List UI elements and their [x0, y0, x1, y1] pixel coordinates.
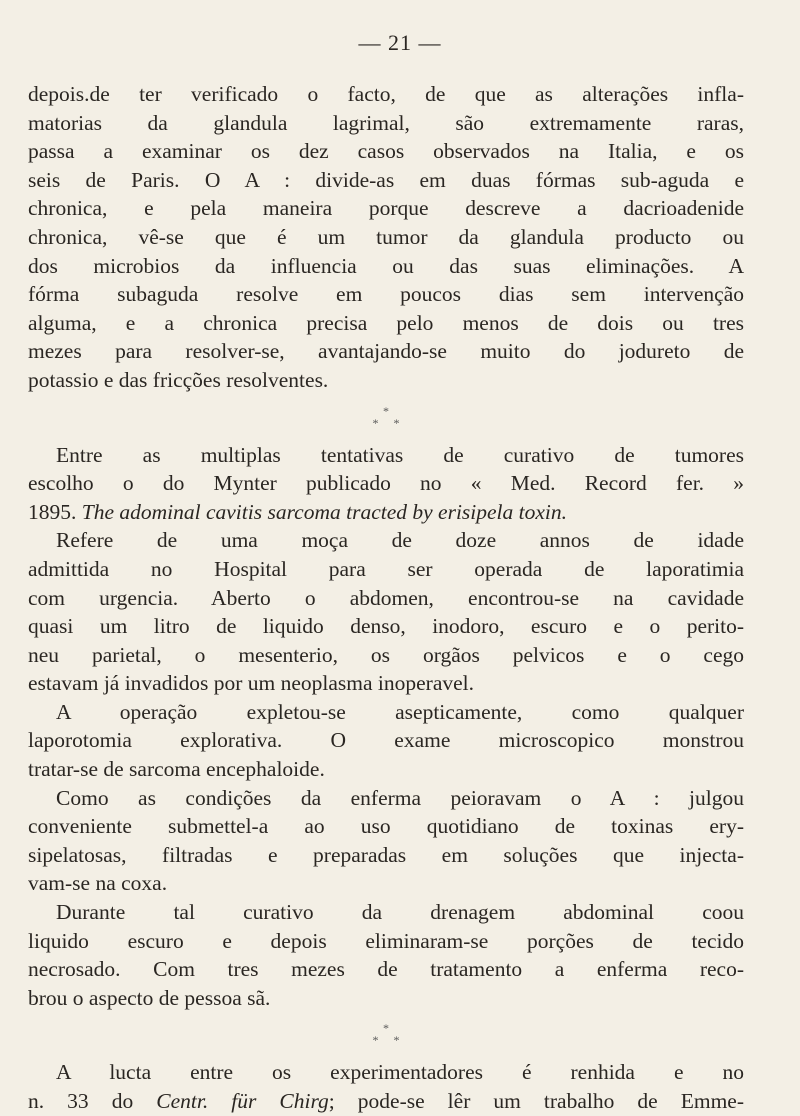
text-line: Durante tal curativo da drenagem abdominal coou — [56, 900, 744, 925]
citation-year: 1895. — [28, 499, 82, 524]
text-line: com urgencia. Aberto o abdomen, encontrou-se na cavidade — [28, 585, 744, 610]
text-line: chronica, vê-se que é um tumor da glandula producto ou — [28, 224, 744, 249]
text-line: Refere de uma moça de doze annos de idade — [56, 528, 744, 553]
citation-line — [28, 498, 744, 527]
text-line: mezes para resolver-se, avantajando-se muito do jodureto de — [28, 339, 744, 364]
page-number: — 21 — — [358, 30, 442, 55]
text-line: tratar-se de sarcoma encephaloide. — [28, 757, 325, 782]
citation-line — [28, 1087, 744, 1116]
text-line: conveniente submettel-a ao uso quotidiano de toxinas ery- — [28, 814, 744, 839]
section-separator — [28, 1022, 744, 1046]
text-line: sipelatosas, filtradas e preparadas em soluções que injecta- — [28, 842, 744, 867]
text-line: fórma subaguda resolve em poucos dias sem intervenção — [28, 282, 744, 307]
text-line: Entre as multiplas tentativas de curativo de tumores — [56, 442, 744, 467]
text-line: neu parietal, o mesenterio, os orgãos pelvicos e o cego — [28, 642, 744, 667]
text-line: vam-se na coxa. — [28, 871, 168, 896]
paragraph-case — [28, 526, 744, 698]
paragraph-mynter — [28, 441, 744, 527]
text-line: quasi um litro de liquido denso, inodoro, escuro e o perito- — [28, 614, 744, 639]
text-line: depois.de ter verificado o facto, de que as alterações infla- — [28, 82, 744, 106]
text-line: estavam já invadidos por um neoplasma inoperavel. — [28, 671, 474, 696]
journal-name: Centr. für Chirg — [156, 1089, 329, 1113]
text-line: alguma, e a chronica precisa pelo menos de dois ou tres — [28, 310, 744, 335]
text-line: admittida no Hospital para ser operada de laporatimia — [28, 556, 744, 581]
paragraph-toxins — [28, 784, 744, 898]
text-line: A operação expletou-se asepticamente, como qualquer — [56, 699, 744, 724]
paragraph-glandula — [28, 80, 744, 395]
text-line: chronica, e pela maneira porque descreve a dacrioadenide — [28, 196, 744, 221]
citation-title: The adominal cavitis sarcoma tracted by erisipela toxin. — [81, 499, 568, 524]
text-line: A lucta entre os experimentadores é renhida e no — [56, 1060, 744, 1085]
text-line: dos microbios da influencia ou das suas eliminações. A — [28, 253, 744, 278]
text-line: passa a examinar os dez casos observados na Italia, e os — [28, 139, 744, 164]
text-line: matorias da glandula lagrimal, são extremamente raras, — [28, 110, 744, 135]
paragraph-drainage — [28, 898, 744, 1012]
paragraph-operation — [28, 698, 744, 784]
page-body — [28, 80, 744, 1116]
separator-star-top: * — [383, 1021, 389, 1036]
separator-stars-bottom: * * — [372, 1033, 406, 1048]
section-separator — [28, 405, 744, 429]
text-line: necrosado. Com tres mezes de tratamento a enferma reco- — [28, 957, 744, 982]
text-fragment: ; pode-se lêr um trabalho de Emme- — [328, 1089, 744, 1113]
text-line: liquido escuro e depois eliminaram-se porções de tecido — [28, 928, 744, 953]
separator-star-top: * — [383, 403, 389, 418]
text-line: potassio e das fricções resolventes. — [28, 367, 329, 392]
text-line: escolho o do Mynter publicado no « Med. Record fer. » — [28, 471, 744, 496]
text-fragment: n. 33 do — [28, 1089, 157, 1113]
text-line: brou o aspecto de pessoa sã. — [28, 985, 271, 1010]
separator-stars-bottom: * * — [372, 415, 406, 430]
paragraph-experimenters — [28, 1058, 744, 1115]
text-line: Como as condições da enferma peioravam o A : julgou — [56, 785, 744, 810]
text-line: laporotomia explorativa. O exame microscopico monstrou — [28, 728, 744, 753]
text-line: seis de Paris. O A : divide-as em duas fórmas sub-aguda e — [28, 167, 744, 192]
